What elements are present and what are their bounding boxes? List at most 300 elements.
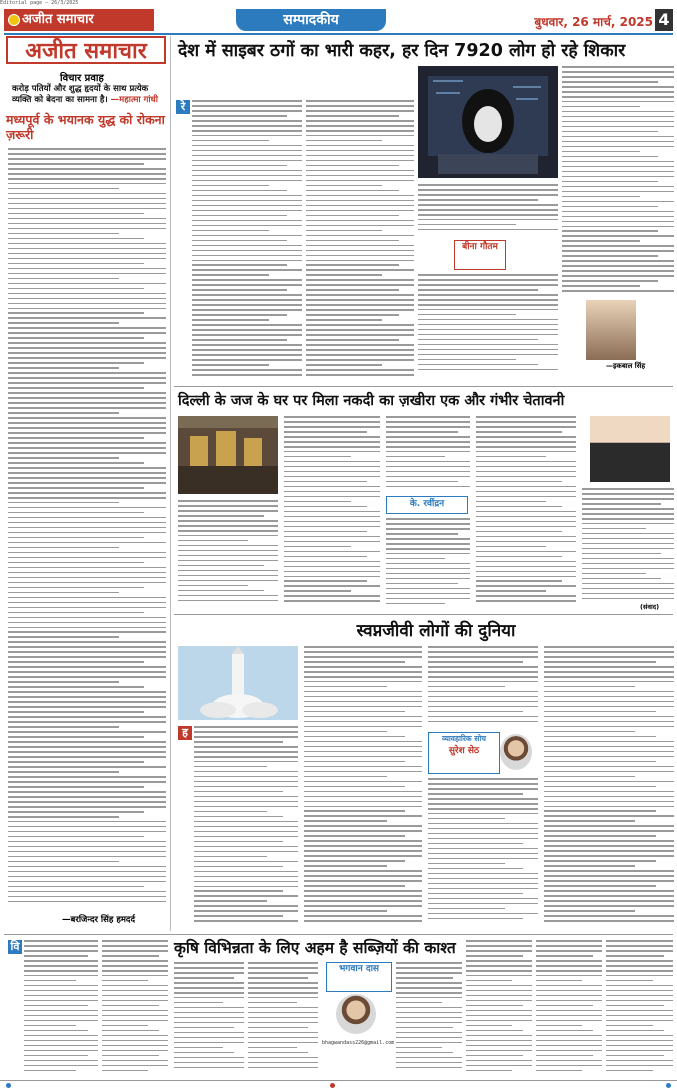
text-line — [192, 185, 269, 187]
text-line — [562, 111, 674, 113]
cash-photo-icon — [178, 416, 278, 494]
text-line — [192, 349, 302, 351]
text-line — [536, 965, 602, 967]
text-line — [396, 962, 462, 964]
text-line — [8, 238, 144, 240]
text-line — [284, 501, 351, 503]
text-line — [428, 716, 538, 718]
text-line — [8, 283, 166, 285]
text-line — [174, 1032, 244, 1034]
text-line — [8, 417, 166, 419]
text-line — [24, 1035, 98, 1037]
text-line — [606, 1065, 673, 1067]
quote-author: —महात्मा गांधी — [110, 95, 158, 105]
text-line — [582, 553, 661, 555]
text-line — [476, 511, 576, 513]
text-line — [194, 766, 267, 768]
text-line — [304, 681, 422, 683]
text-line — [428, 913, 538, 915]
text-line — [8, 891, 166, 893]
text-line — [8, 656, 166, 658]
text-line — [606, 1010, 673, 1012]
text-line — [178, 545, 278, 547]
text-line — [178, 600, 278, 602]
text-line — [544, 701, 674, 703]
text-line — [8, 736, 144, 738]
text-line — [476, 436, 576, 438]
text-line — [306, 210, 414, 212]
paper-name-tab — [4, 9, 154, 31]
text-line — [102, 1005, 159, 1007]
hacker-icon — [418, 66, 558, 178]
text-line — [396, 967, 462, 969]
text-line — [8, 622, 166, 624]
text-line — [194, 736, 298, 738]
text-line — [284, 491, 380, 493]
text-line — [178, 585, 248, 587]
text-line — [536, 1060, 602, 1062]
text-line — [192, 190, 287, 192]
text-line — [466, 950, 532, 952]
text-line — [306, 284, 414, 286]
text-line — [562, 71, 674, 73]
text-line — [544, 860, 656, 862]
text-line — [544, 711, 656, 713]
text-line — [8, 412, 119, 414]
text-line — [544, 686, 635, 688]
text-line — [606, 1015, 673, 1017]
text-line — [428, 661, 523, 663]
text-line — [194, 856, 267, 858]
text-line — [536, 995, 602, 997]
text-line — [428, 828, 538, 830]
text-line — [386, 456, 445, 458]
text-line — [8, 841, 166, 843]
text-line — [192, 334, 302, 336]
text-line — [606, 990, 673, 992]
text-line — [428, 798, 538, 800]
text-line — [606, 960, 673, 962]
text-line — [8, 327, 166, 329]
text-line — [476, 441, 576, 443]
page-number: 4 — [655, 9, 673, 31]
text-line — [562, 226, 674, 228]
text-line — [8, 666, 166, 668]
text-line — [306, 369, 414, 371]
text-line — [476, 585, 576, 587]
text-line — [194, 781, 298, 783]
text-line — [544, 915, 674, 917]
text-line — [102, 1025, 148, 1027]
text-line — [306, 185, 382, 187]
text-line — [8, 422, 166, 424]
text-line — [192, 260, 302, 262]
text-line — [418, 324, 558, 326]
text-line — [544, 721, 674, 723]
paper-name: अजीत समाचार — [22, 12, 94, 27]
text-line — [8, 861, 119, 863]
text-line — [24, 945, 98, 947]
text-line — [418, 274, 558, 276]
text-line — [544, 741, 674, 743]
text-line — [544, 646, 674, 648]
text-line — [544, 681, 674, 683]
text-line — [466, 955, 523, 957]
text-line — [306, 274, 382, 276]
text-line — [8, 467, 166, 469]
text-line — [8, 522, 166, 524]
fourth-body-col6 — [466, 940, 532, 1076]
text-line — [606, 1000, 673, 1002]
text-line — [582, 518, 674, 520]
text-line — [8, 502, 119, 504]
text-line — [192, 195, 302, 197]
text-line — [476, 501, 546, 503]
text-line — [284, 476, 380, 478]
text-line — [8, 168, 166, 170]
text-line — [476, 566, 576, 568]
text-line — [562, 171, 674, 173]
text-line — [102, 945, 168, 947]
text-line — [304, 786, 405, 788]
text-line — [306, 269, 414, 271]
text-line — [544, 880, 674, 882]
text-line — [306, 264, 399, 266]
text-line — [24, 1040, 98, 1042]
text-line — [304, 696, 422, 698]
text-line — [476, 580, 562, 582]
text-line — [544, 776, 635, 778]
text-line — [8, 437, 144, 439]
text-line — [306, 190, 399, 192]
text-line — [194, 816, 283, 818]
text-line — [428, 808, 538, 810]
text-line — [544, 761, 656, 763]
text-line — [192, 130, 302, 132]
text-line — [174, 1012, 244, 1014]
text-line — [8, 298, 166, 300]
lead-body-col3 — [418, 184, 558, 234]
text-line — [194, 776, 298, 778]
text-line — [8, 896, 166, 898]
text-line — [562, 136, 674, 138]
text-line — [428, 656, 538, 658]
text-line — [304, 771, 422, 773]
text-line — [8, 517, 166, 519]
text-line — [194, 920, 298, 922]
text-line — [248, 1042, 318, 1044]
story-divider-2 — [174, 614, 673, 615]
text-line — [418, 299, 558, 301]
text-line — [8, 671, 166, 673]
text-line — [428, 853, 538, 855]
issue-date: बुधवार, 26 मार्च, 2025 — [534, 15, 653, 29]
text-line — [194, 915, 283, 917]
text-line — [466, 1000, 532, 1002]
text-line — [24, 960, 98, 962]
text-line — [582, 508, 674, 510]
text-line — [536, 1065, 602, 1067]
text-line — [396, 987, 462, 989]
page-header — [4, 7, 673, 33]
text-line — [248, 997, 318, 999]
text-line — [536, 945, 602, 947]
text-line — [8, 771, 119, 773]
text-line — [8, 178, 166, 180]
text-line — [562, 285, 640, 287]
text-line — [562, 255, 658, 257]
text-line — [8, 477, 166, 479]
text-line — [562, 181, 658, 183]
text-line — [304, 661, 405, 663]
text-line — [306, 205, 414, 207]
text-line — [284, 436, 380, 438]
text-line — [8, 597, 166, 599]
text-line — [102, 955, 159, 957]
text-line — [418, 289, 538, 291]
text-line — [306, 110, 414, 112]
text-line — [304, 671, 422, 673]
text-line — [8, 293, 166, 295]
text-line — [306, 225, 414, 227]
text-line — [8, 592, 119, 594]
text-line — [8, 397, 166, 399]
text-line — [194, 726, 298, 728]
text-line — [304, 810, 405, 812]
text-line — [476, 600, 576, 602]
text-line — [284, 600, 380, 602]
text-line — [544, 796, 674, 798]
text-line — [8, 253, 166, 255]
text-line — [192, 110, 302, 112]
text-line — [582, 568, 674, 570]
text-line — [102, 1040, 168, 1042]
text-line — [544, 835, 656, 837]
text-line — [194, 905, 298, 907]
text-line — [24, 1015, 98, 1017]
text-line — [466, 1060, 532, 1062]
text-line — [544, 801, 674, 803]
text-line — [536, 975, 602, 977]
text-line — [304, 885, 405, 887]
text-line — [8, 801, 166, 803]
text-line — [606, 1070, 653, 1072]
text-line — [306, 299, 414, 301]
text-line — [306, 235, 414, 237]
text-line — [562, 201, 674, 203]
text-line — [194, 895, 298, 897]
text-line — [476, 551, 576, 553]
text-line — [8, 233, 119, 235]
text-line — [194, 876, 298, 878]
text-line — [476, 531, 562, 533]
text-line — [178, 510, 278, 512]
text-line — [8, 691, 166, 693]
text-line — [24, 1010, 98, 1012]
text-line — [306, 344, 414, 346]
text-line — [24, 1000, 98, 1002]
text-line — [476, 491, 576, 493]
text-line — [102, 980, 148, 982]
text-line — [304, 651, 422, 653]
text-line — [8, 627, 166, 629]
text-line — [536, 1050, 602, 1052]
text-line — [284, 511, 380, 513]
text-line — [194, 796, 298, 798]
text-line — [284, 571, 380, 573]
text-line — [386, 451, 470, 453]
text-line — [306, 125, 414, 127]
text-line — [178, 590, 264, 592]
text-line — [248, 972, 318, 974]
text-line — [178, 550, 278, 552]
text-line — [386, 588, 470, 590]
text-line — [562, 230, 658, 232]
text-line — [178, 500, 278, 502]
text-line — [386, 431, 458, 433]
text-line — [544, 696, 674, 698]
text-line — [562, 290, 674, 292]
text-line — [428, 918, 523, 920]
text-line — [174, 1052, 234, 1054]
text-line — [606, 985, 673, 987]
text-line — [582, 593, 674, 595]
third-body-col3 — [428, 646, 538, 726]
text-line — [418, 314, 516, 316]
text-line — [544, 845, 674, 847]
text-line — [8, 482, 166, 484]
text-line — [8, 816, 119, 818]
text-line — [306, 130, 414, 132]
text-line — [418, 194, 558, 196]
text-line — [386, 568, 470, 570]
text-line — [562, 146, 674, 148]
text-line — [8, 228, 166, 230]
text-line — [194, 890, 283, 892]
text-line — [24, 1030, 88, 1032]
third-author-photo — [500, 734, 532, 770]
text-line — [428, 788, 538, 790]
text-line — [102, 1015, 168, 1017]
text-line — [466, 975, 532, 977]
text-line — [8, 183, 166, 185]
text-line — [178, 560, 278, 562]
editorial-body — [8, 148, 166, 910]
text-line — [24, 1065, 98, 1067]
text-line — [8, 377, 166, 379]
text-line — [102, 985, 168, 987]
text-line — [306, 260, 414, 262]
column-divider — [170, 36, 171, 931]
text-line — [194, 801, 298, 803]
text-line — [192, 225, 302, 227]
text-line — [8, 208, 166, 210]
text-line — [8, 686, 144, 688]
text-line — [306, 289, 399, 291]
text-line — [174, 992, 244, 994]
text-line — [386, 441, 470, 443]
text-line — [544, 920, 674, 922]
text-line — [476, 426, 576, 428]
text-line — [192, 354, 302, 356]
text-line — [304, 880, 422, 882]
third-body-col2 — [304, 646, 422, 926]
text-line — [582, 488, 674, 490]
text-line — [386, 548, 470, 550]
text-line — [428, 671, 538, 673]
text-line — [192, 215, 287, 217]
text-line — [396, 977, 453, 979]
text-line — [8, 681, 119, 683]
text-line — [396, 1052, 453, 1054]
text-line — [192, 150, 302, 152]
text-line — [386, 476, 470, 478]
text-line — [8, 442, 166, 444]
text-line — [8, 273, 166, 275]
text-line — [194, 791, 283, 793]
text-line — [284, 426, 380, 428]
text-line — [8, 866, 166, 868]
text-line — [8, 527, 166, 529]
text-line — [192, 235, 302, 237]
text-line — [562, 166, 674, 168]
text-line — [606, 1020, 673, 1022]
text-line — [544, 870, 674, 872]
text-line — [304, 870, 422, 872]
text-line — [178, 565, 264, 567]
third-author-box — [428, 732, 500, 774]
third-dropcap: ह — [178, 726, 192, 740]
text-line — [8, 676, 166, 678]
text-line — [174, 1027, 234, 1029]
text-line — [178, 530, 278, 532]
text-line — [8, 711, 144, 713]
text-line — [562, 141, 674, 143]
text-line — [102, 1000, 168, 1002]
text-line — [606, 950, 673, 952]
text-line — [284, 521, 380, 523]
text-line — [8, 851, 166, 853]
text-line — [8, 322, 119, 324]
text-line — [304, 845, 422, 847]
text-line — [102, 1065, 168, 1067]
text-line — [192, 329, 302, 331]
text-line — [192, 120, 302, 122]
text-line — [476, 471, 576, 473]
text-line — [562, 76, 674, 78]
text-line — [306, 230, 382, 232]
text-line — [284, 461, 380, 463]
text-line — [304, 766, 422, 768]
text-line — [304, 850, 422, 852]
text-line — [562, 116, 674, 118]
text-line — [304, 890, 422, 892]
text-line — [284, 536, 380, 538]
text-line — [284, 416, 380, 418]
text-line — [8, 537, 144, 539]
text-line — [582, 563, 674, 565]
text-line — [306, 324, 414, 326]
text-line — [306, 314, 399, 316]
text-line — [304, 656, 422, 658]
text-line — [396, 1027, 453, 1029]
text-line — [428, 666, 538, 668]
text-line — [466, 995, 532, 997]
text-line — [8, 562, 144, 564]
text-line — [536, 1045, 602, 1047]
text-line — [562, 280, 658, 282]
text-line — [304, 746, 422, 748]
